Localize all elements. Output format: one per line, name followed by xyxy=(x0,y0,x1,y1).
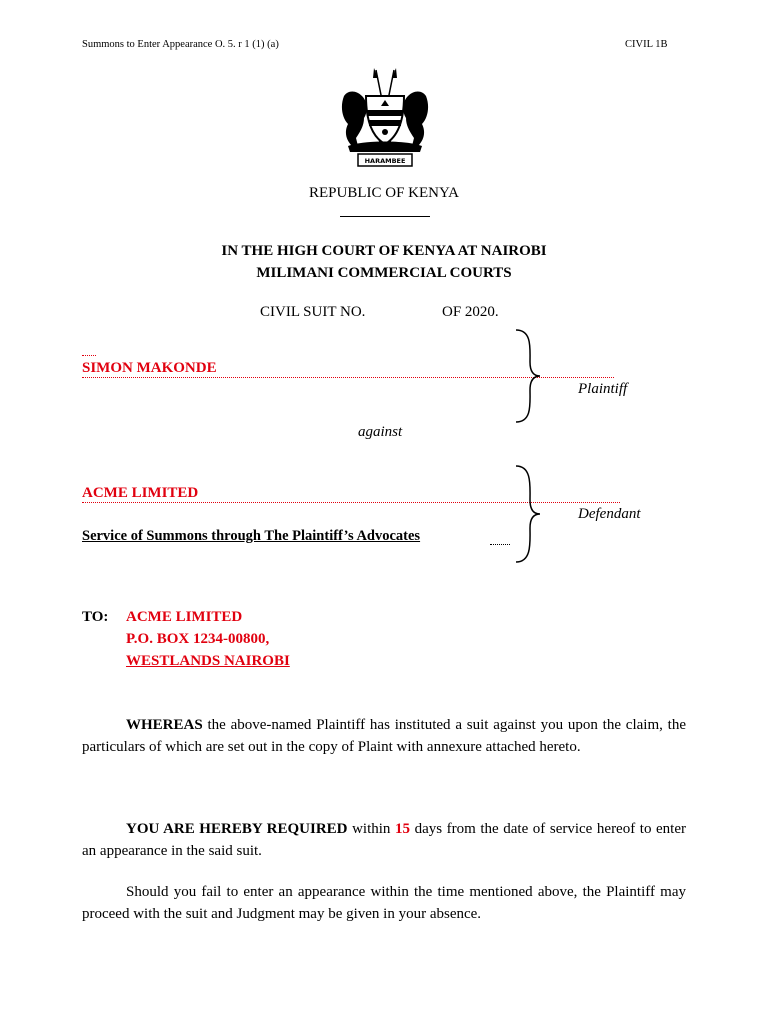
required-within: within xyxy=(347,821,395,837)
motto-text: HARAMBEE xyxy=(364,157,406,165)
paragraph-required xyxy=(82,818,686,862)
against-label: against xyxy=(358,424,403,440)
appearance-days: 15 xyxy=(395,821,410,837)
defendant-brace xyxy=(508,464,548,564)
addressee-location: WESTLANDS NAIROBI xyxy=(126,653,290,669)
paragraph-whereas xyxy=(82,714,686,758)
coat-of-arms-emblem xyxy=(334,66,436,170)
service-dotted-line xyxy=(490,544,510,545)
to-label: TO: xyxy=(82,609,109,625)
required-lead: YOU ARE HEREBY REQUIRED xyxy=(126,821,348,837)
defendant-name: ACME LIMITED xyxy=(82,485,199,501)
court-heading xyxy=(0,240,768,284)
whereas-text: the above-named Plaintiff has instituted a suit against you upon the claim, the particulars of which are set out in the copy of Plaint with annexure attached hereto. xyxy=(82,717,686,755)
suit-number-label: CIVIL SUIT NO. xyxy=(260,304,366,320)
suit-year: OF 2020. xyxy=(442,304,499,320)
plaintiff-brace xyxy=(508,328,548,424)
court-name: IN THE HIGH COURT OF KENYA AT NAIROBI xyxy=(221,243,547,259)
court-division: MILIMANI COMMERCIAL COURTS xyxy=(256,265,512,281)
addressee-name: ACME LIMITED xyxy=(126,609,243,625)
addressee-po-box: P.O. BOX 1234-00800, xyxy=(126,631,270,647)
defendant-role-label: Defendant xyxy=(578,506,641,522)
form-code: CIVIL 1B xyxy=(625,39,668,50)
service-note: Service of Summons through The Plaintiff’s Advocates xyxy=(82,528,421,544)
plaintiff-role-label: Plaintiff xyxy=(578,381,628,397)
heading-rule xyxy=(340,216,430,217)
plaintiff-leader-dots xyxy=(82,355,96,356)
form-reference: Summons to Enter Appearance O. 5. r 1 (1) (a) xyxy=(82,39,279,50)
whereas-lead: WHEREAS xyxy=(126,717,203,733)
republic-heading: REPUBLIC OF KENYA xyxy=(308,185,459,201)
plaintiff-name: SIMON MAKONDE xyxy=(82,360,217,376)
paragraph-failure xyxy=(82,881,686,925)
failure-text: Should you fail to enter an appearance within the time mentioned above, the Plaintiff may proceed with the suit and Judgment may be given in your absence. xyxy=(82,884,686,922)
required-text: days from the date of service hereof to enter an appearance in the said suit. xyxy=(82,821,686,859)
